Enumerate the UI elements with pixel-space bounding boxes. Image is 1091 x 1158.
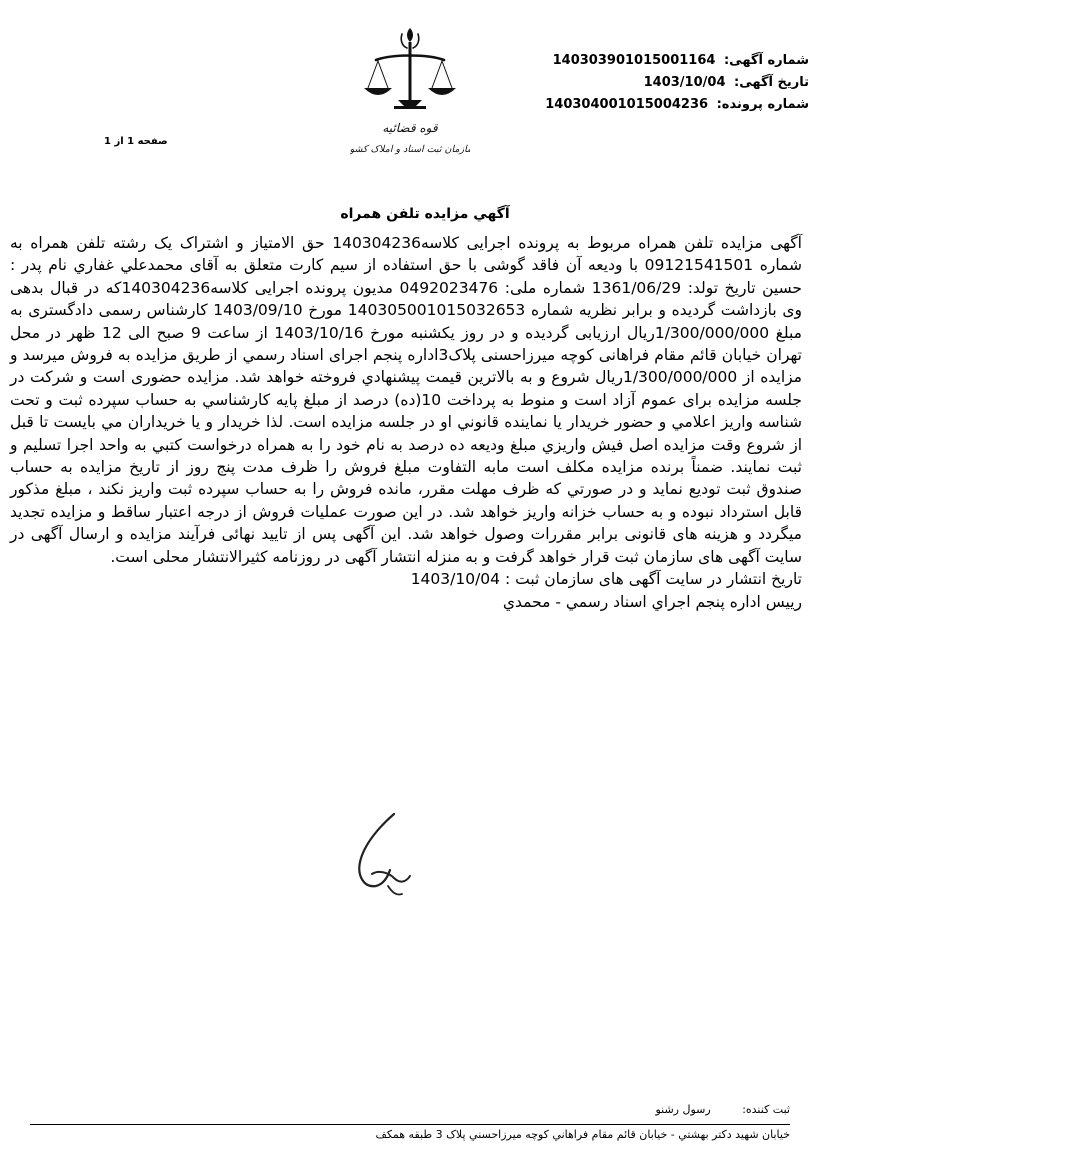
signature-icon	[318, 800, 428, 915]
scales-of-justice-icon	[350, 20, 470, 165]
case-number-label: شماره پرونده:	[716, 97, 809, 112]
ad-number-value: 140303901015001164	[552, 53, 716, 68]
page-count: صفحه 1 از 1	[104, 136, 168, 147]
ad-body	[10, 232, 802, 613]
judiciary-emblem	[350, 20, 470, 165]
ad-date-value: 1403/10/04	[643, 75, 726, 90]
ad-title: آگهي مزايده تلفن همراه	[340, 206, 510, 222]
publication-date-line: تاريخ انتشار در سايت آگهی های سازمان ثبت : 1403/10/04	[410, 570, 802, 589]
emblem-text-organization: سازمان ثبت اسناد و املاک کشور	[350, 144, 470, 155]
page-footer	[30, 1100, 790, 1141]
recorder-name: رسول رشنو	[655, 1103, 711, 1116]
handwritten-signature	[318, 800, 428, 915]
ad-number-row	[539, 50, 809, 72]
case-number-row	[539, 94, 809, 116]
case-number-value: 140304001015004236	[545, 97, 709, 112]
ad-number-label: شماره آگهی:	[723, 53, 809, 68]
signatory-line: رييس اداره پنجم اجراي اسناد رسمي - محمدي	[502, 592, 802, 611]
emblem-text-judiciary: قوه قضائیه	[382, 121, 438, 135]
ad-metadata	[539, 50, 809, 116]
ad-date-row	[539, 72, 809, 94]
footer-divider	[30, 1124, 790, 1125]
recorder-label: ثبت کننده:	[742, 1103, 790, 1116]
ad-date-label: تاریخ آگهی:	[734, 75, 809, 90]
ad-main-paragraph: آگهی مزایده تلفن همراه مربوط به پرونده اجرایی کلاسه140304236 حق الامتیاز و اشتراک یک رشته تلفن همراه به شماره 09121541501 با ودیعه آن فاقد گوشی با حق استفاده از سیم کارت متعلق به آقای محمدعلي غفاري نام پدر : حسين تاريخ تولد: 1361/06/29 شماره ملی: 0492023476 مدیون پرونده اجرایی کلاسه140304236که در قبال بدهی وی بازداشت گردیده و برابر نظریه شماره 14030500101503265‌3 مورخ 1403/09/10 کارشناس رسمی دادگستری به مبلغ 1/300/000/000ریال ارزیابی گردیده و در روز یکشنبه مورخ 1403/10/16 از ساعت 9 صبح الی 12 ظهر در محل تهران خيابان قائم مقام فراهانی کوچه میرزاحسنی پلاک3اداره پنجم اجرای اسناد رسمي از طريق مزايده به فروش ميرسد و مزايده از 1/300/000/000ریال شروع و به بالاترين قيمت پيشنهادي فروخته خواهد شد. مزايده حضوری است و شرکت در جلسه مزايده برای عموم آزاد است و منوط به پرداخت 10(ده) درصد از مبلغ پايه کارشناسي به حساب سپرده ثبت و تحت شناسه واريز اعلامي و حضور خريدار يا نماينده قانوني او در جلسه مزايده است. لذا خريدار و يا خريداران مي بايست تا قبل از شروع وقت مزايده اصل فيش واريزي مبلغ وديعه ده درصد به نام خود را به همراه درخواست کتبي به واحد اجرا تسليم و ثبت نمايند. ضمناً برنده مزايده مکلف است مابه التفاوت مبلغ فروش را ظرف مدت پنج روز از تاريخ مزايده به حساب صندوق ثبت توديع نمايد و در صورتي که ظرف مهلت مقرر، مانده فروش را به حساب سپرده ثبت واريز نکند ، مبلغ مذکور قابل استرداد نبوده و به حساب خزانه واريز خواهد شد. در اين صورت عمليات فروش از درجه اعتبار ساقط و مزايده تجديد ميگردد و هزینه های قانونی برابر مقررات وصول خواهد شد. این آگهی پس از تایید نهائی فرآیند مزایده و ارسال آگهی در سایت آگهی های سازمان ثبت قرار خواهد گرفت و به منزله انتشار آگهی در روزنامه کثیرالانتشار محلی است.	[10, 234, 803, 566]
office-address: خيابان شهيد دکتر بهشتي - خيابان قائم مقام فراهاني کوچه ميرزاحسني پلاک 3 طبقه همکف	[375, 1128, 790, 1141]
recorder-row	[30, 1100, 790, 1120]
